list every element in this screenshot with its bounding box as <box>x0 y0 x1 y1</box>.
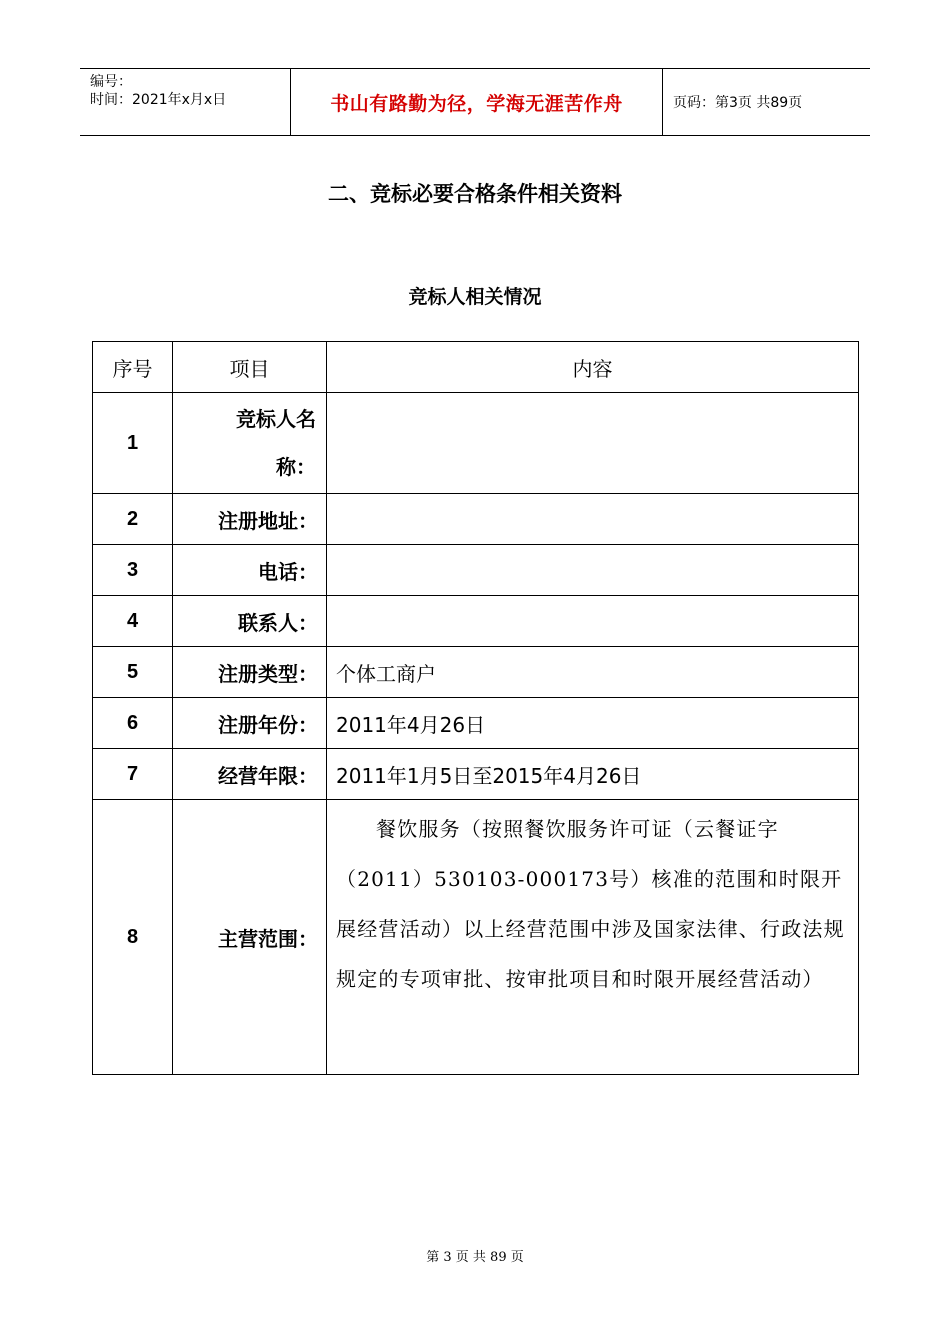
table-row <box>93 494 859 545</box>
header-page-info: 页码：第3页 共89页 <box>673 95 803 111</box>
serial-label: 编号： <box>90 74 132 90</box>
row-content: 餐饮服务（按照餐饮服务许可证（云餐证字（2011）530103-000173号）核准的范围和时限开展经营活动）以上经营范围中涉及国家法律、行政法规规定的专项审批、按审批项目和时限开展经营活动） <box>327 800 859 1075</box>
table-row <box>93 545 859 596</box>
table-row <box>93 698 859 749</box>
table-row <box>93 647 859 698</box>
row-content <box>327 545 859 596</box>
row-number: 7 <box>93 749 173 800</box>
row-content <box>327 393 859 494</box>
row-number: 5 <box>93 647 173 698</box>
table-row <box>93 749 859 800</box>
row-item-line2: 称： <box>276 455 316 479</box>
table-row <box>93 393 859 494</box>
row-number: 6 <box>93 698 173 749</box>
row-number: 3 <box>93 545 173 596</box>
row-content <box>327 596 859 647</box>
row-content <box>327 494 859 545</box>
row-content: 个体工商户 <box>327 647 859 698</box>
page-header <box>80 68 870 136</box>
row-item: 经营年限： <box>173 749 327 800</box>
table-row <box>93 800 859 1075</box>
row-item: 联系人： <box>173 596 327 647</box>
row-number: 8 <box>93 800 173 1075</box>
row-item: 注册年份： <box>173 698 327 749</box>
row-number: 1 <box>93 393 173 494</box>
header-motto: 书山有路勤为径，学海无涯苦作舟 <box>291 69 663 136</box>
row-number: 4 <box>93 596 173 647</box>
row-content: 2011年4月26日 <box>327 698 859 749</box>
row-content: 2011年1月5日至2015年4月26日 <box>327 749 859 800</box>
header-meta <box>80 69 291 136</box>
section-title: 竞标人相关情况 <box>408 286 542 308</box>
row-item: 电话： <box>173 545 327 596</box>
header-cell-item: 项目 <box>173 342 327 393</box>
bidder-info-table <box>92 341 859 1075</box>
row-item: 主营范围： <box>173 800 327 1075</box>
row-number: 2 <box>93 494 173 545</box>
row-item <box>173 393 327 494</box>
table-row <box>93 596 859 647</box>
header-cell-number: 序号 <box>93 342 173 393</box>
row-item: 注册类型： <box>173 647 327 698</box>
table-header-row <box>93 342 859 393</box>
document-title: 二、竞标必要合格条件相关资料 <box>328 182 622 206</box>
row-item-line1: 竞标人名 <box>236 407 316 431</box>
header-cell-content: 内容 <box>327 342 859 393</box>
page-footer: 第 3 页 共 89 页 <box>426 1250 524 1265</box>
date-label: 时间：2021年x月x日 <box>90 92 227 108</box>
row-item: 注册地址： <box>173 494 327 545</box>
